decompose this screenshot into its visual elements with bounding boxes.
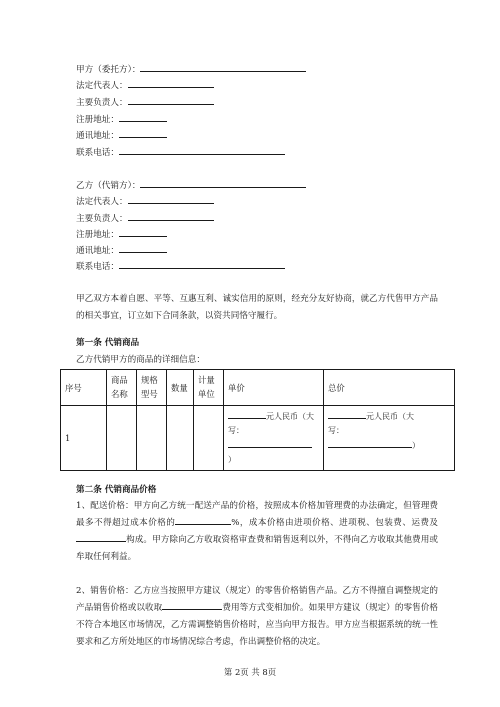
party-a-manager-blank [128,95,214,105]
article-1-description: 乙方代销甲方的商品的详细信息： [76,355,205,365]
party-b-manager-blank [128,211,214,221]
party-b-address-blank [119,227,167,237]
unit-price-close: ） [228,455,236,464]
party-a-name-blank [140,62,306,72]
party-a-mail-address-label: 通讯地址： [76,131,119,141]
page-number-footer: 第 2页 共 8页 [223,667,277,677]
total-price-blank [328,409,366,419]
header-quantity: 数量 [167,370,194,406]
article-2-heading: 第二条 代销商品价格 [76,485,157,495]
party-b-manager-row [76,211,214,225]
party-a-address-label: 注册地址： [76,115,119,125]
row-index: 1 [61,406,107,471]
party-b-mail-address-label: 通讯地址： [76,246,119,256]
goods-table [60,369,455,471]
header-unit: 计量单位 [194,370,224,406]
table-header-row [61,370,455,406]
party-a-legal-rep-blank [128,78,214,88]
total-price-suffix: 元人民币（大 [366,412,414,421]
party-b-phone-blank [119,259,285,269]
party-b-name-blank [140,178,306,188]
party-b-phone-row [76,259,285,273]
party-a-phone-label: 联系电话： [76,148,119,158]
intro-paragraph: 甲乙双方本着自愿、平等、互惠互利、诚实信用的原则，经充分友好协商，就乙方代售甲方产品的相关事宜，订立如下合同条款，以资共同恪守履行。 [76,294,438,321]
party-b-mail-address-blank [119,243,167,253]
party-b-legal-rep-label: 法定代表人： [76,197,128,207]
total-price-close: ） [412,441,420,450]
party-b-title-row [76,178,306,192]
row-unit-price [224,406,324,471]
party-b-address-row [76,227,167,241]
party-a-legal-rep-row [76,78,214,92]
row-unit [194,406,224,471]
header-unit-price: 单价 [224,370,324,406]
unit-price-suffix: 元人民币（大 [266,412,314,421]
unit-price-blank [228,409,266,419]
header-total-price: 总价 [324,370,455,406]
distribution-price-text-a: 1、配送价格：甲方向乙方统一配送产品的价格，按照成本价格加管理费的办法确定，但管理费最多不得超过成本价格的 [76,501,438,528]
row-product-name [107,406,137,471]
header-index: 序号 [61,370,107,406]
unit-price-caps-label: 写： [228,426,244,435]
header-spec-model: 规格型号 [137,370,167,406]
cost-component-blank [76,532,126,542]
party-a-manager-row [76,95,214,109]
party-a-title-row [76,62,306,76]
article-2-paragraph-1 [76,498,438,566]
party-a-legal-rep-label: 法定代表人： [76,81,128,91]
article-2-paragraph-2 [76,583,438,651]
party-b-legal-rep-blank [128,194,214,204]
party-b-legal-rep-row [76,194,214,208]
party-a-address-blank [119,112,167,122]
header-product-name: 商品名称 [107,370,137,406]
party-a-mail-address-blank [119,128,167,138]
extra-fee-blank [162,600,222,610]
party-a-manager-label: 主要负责人： [76,98,128,108]
party-b-title: 乙方（代销方）： [76,181,141,191]
table-row [61,406,455,471]
sales-price-text-a: 2、销售价格：乙方应当按照甲方建议（规定）的零售价格销售产品。乙方不得擅自调整规定的产品销售价格或以收取 [76,586,438,613]
party-a-mail-address-row [76,128,167,142]
party-b-address-label: 注册地址： [76,230,119,240]
row-quantity [167,406,194,471]
party-a-phone-blank [119,145,285,155]
distribution-price-text-b: %，成本价格由进项价格、进项税、包装费、运费及 [231,518,438,528]
party-b-mail-address-row [76,243,167,257]
party-a-title: 甲方（委托方）： [76,65,141,75]
total-price-caps-label: 写： [328,426,344,435]
party-b-manager-label: 主要负责人： [76,214,128,224]
distribution-price-text-c: 构成。甲方除向乙方收取资格审查费和销售返利以外，不得向乙方收取其他费用或牟取任何利益。 [76,535,438,562]
party-a-address-row [76,112,167,126]
row-spec-model [137,406,167,471]
party-a-phone-row [76,145,285,159]
management-fee-percent-blank [175,515,231,525]
party-b-phone-label: 联系电话： [76,262,119,272]
article-1-heading: 第一条 代销商品 [76,338,140,348]
sales-price-text-b: 费用等方式变相加价。如果甲方建议（规定）的零售价格不符合本地区市场情况，乙方需调整销售价格时，应当向甲方报告。甲方应当根据系统的统一性要求和乙方所处地区的市场情况综合考虑，作出调整价格的决定。 [76,603,438,647]
total-price-caps-blank [328,438,412,448]
unit-price-caps-blank [228,438,312,448]
row-total-price [324,406,455,471]
